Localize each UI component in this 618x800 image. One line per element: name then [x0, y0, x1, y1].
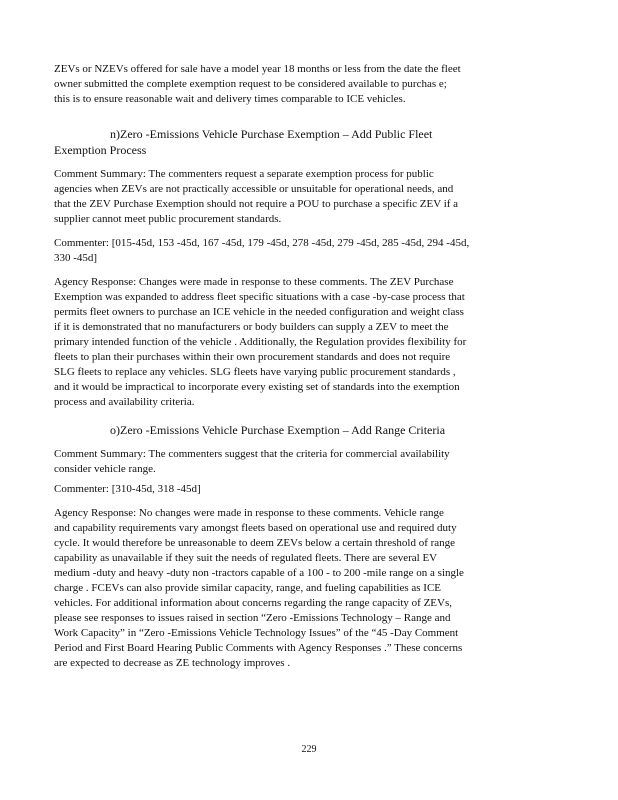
heading-line: Exemption Process — [54, 143, 147, 157]
text-line: agencies when ZEVs are not practically accessible or unsuitable for operational needs, and — [54, 183, 454, 195]
text-line: and it would be impractical to incorporate every existing set of standards into the exemption — [54, 381, 460, 393]
text-line: Commenter: [310-45d, 318 -45d] — [54, 483, 201, 495]
text-line: owner submitted the complete exemption request to be considered available to purchas e; — [54, 78, 447, 90]
text-line: ZEVs or NZEVs offered for sale have a model year 18 months or less from the date the fleet — [54, 63, 461, 75]
text-line: permits fleet owners to purchase an ICE vehicle in the needed configuration and weight class — [54, 306, 464, 318]
section-n-comment-summary — [54, 167, 560, 227]
section-o-heading — [54, 422, 560, 438]
text-line: SLG fleets to replace any vehicles. SLG fleets have varying public procurement standards , — [54, 366, 456, 378]
section-o-comment-summary — [54, 447, 560, 477]
text-line: consider vehicle range. — [54, 463, 156, 475]
text-line: fleets to plan their purchases within their own procurement standards and does not require — [54, 351, 451, 363]
section-n-commenter — [54, 236, 560, 266]
text-line: charge . FCEVs can also provide similar capacity, range, and fueling capabilities as ICE — [54, 582, 442, 594]
text-line: if it is demonstrated that no manufacturers or body builders can supply a ZEV to meet the — [54, 321, 449, 333]
intro-paragraph — [54, 62, 560, 107]
text-line: Work Capacity” in “Zero -Emissions Vehicle Technology Issues” of the “45 -Day Comment — [54, 627, 459, 639]
text-line: Commenter: [015-45d, 153 -45d, 167 -45d, 179 -45d, 278 -45d, 279 -45d, 285 -45d, 294 -45d, — [54, 237, 470, 249]
text-line: Agency Response: Changes were made in response to these comments. The ZEV Purchase — [54, 276, 454, 288]
text-line: and capability requirements vary amongst fleets based on operational use and required duty — [54, 522, 457, 534]
text-line: 330 -45d] — [54, 252, 98, 264]
text-line: please see responses to issues raised in section “Zero -Emissions Technology – Range and — [54, 612, 451, 624]
text-line: are expected to decrease as ZE technology improves . — [54, 657, 291, 669]
text-line: this is to ensure reasonable wait and delivery times comparable to ICE vehicles. — [54, 93, 406, 105]
section-n-agency-response — [54, 275, 560, 410]
text-line: Comment Summary: The commenters request a separate exemption process for public — [54, 168, 434, 180]
text-line: cycle. It would therefore be unreasonable to deem ZEVs below a certain threshold of range — [54, 537, 456, 549]
text-line: Exemption was expanded to address fleet specific situations with a case -by-case process that — [54, 291, 465, 303]
section-n-heading — [54, 126, 560, 158]
section-o-commenter — [54, 482, 560, 497]
text-line: Comment Summary: The commenters suggest that the criteria for commercial availability — [54, 448, 450, 460]
text-line: vehicles. For additional information about concerns regarding the range capacity of ZEVs, — [54, 597, 453, 609]
text-line: process and availability criteria. — [54, 396, 195, 408]
page-number: 229 — [301, 744, 317, 755]
text-line: supplier cannot meet public procurement standards. — [54, 213, 282, 225]
heading-line: o)Zero -Emissions Vehicle Purchase Exemption – Add Range Criteria — [110, 423, 446, 437]
section-o-agency-response — [54, 506, 560, 671]
heading-line: n)Zero -Emissions Vehicle Purchase Exemption – Add Public Fleet — [110, 127, 433, 141]
text-line: primary intended function of the vehicle . Additionally, the Regulation provides flexibility for — [54, 336, 467, 348]
text-line: capability as unavailable if they suit the needs of regulated fleets. There are several EV — [54, 552, 438, 564]
text-line: Period and First Board Hearing Public Comments with Agency Responses .” These concerns — [54, 642, 463, 654]
document-body — [54, 62, 560, 671]
text-line: Agency Response: No changes were made in response to these comments. Vehicle range — [54, 507, 444, 519]
text-line: that the ZEV Purchase Exemption should not require a POU to purchase a specific ZEV if a — [54, 198, 459, 210]
text-line: medium -duty and heavy -duty non -tractors capable of a 100 - to 200 -mile range on a single — [54, 567, 464, 579]
